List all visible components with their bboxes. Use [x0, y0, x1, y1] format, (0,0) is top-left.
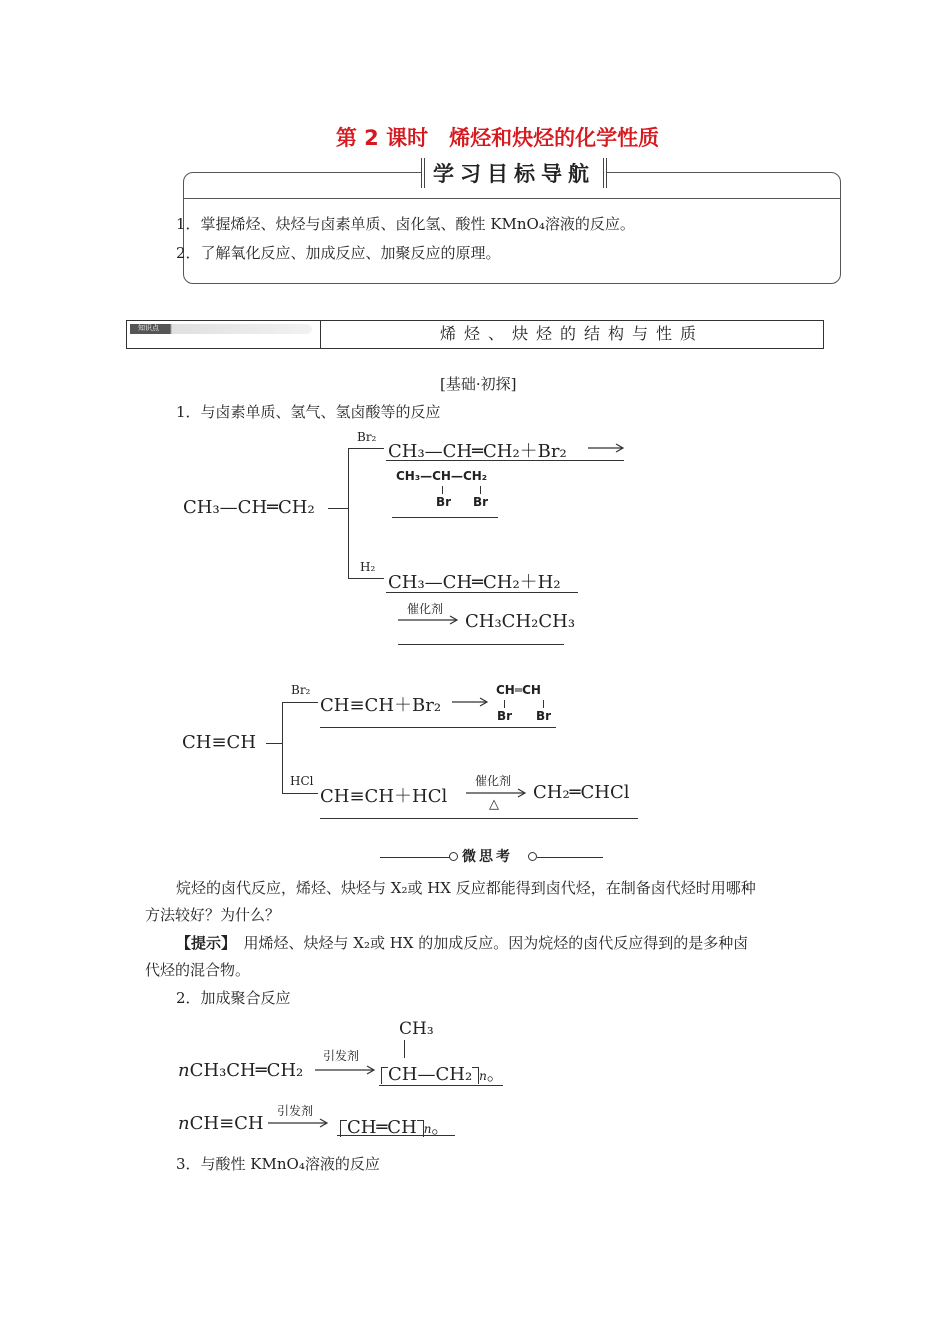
- goals-header: 学习目标导航: [421, 158, 607, 188]
- propene-h2-reagent: H₂: [360, 560, 376, 574]
- poly2-n: n: [178, 1113, 190, 1134]
- poly1-end: 。: [486, 1064, 505, 1085]
- poly1-reactant: [178, 1060, 303, 1081]
- initiator-condition: 引发剂: [277, 1104, 314, 1118]
- bracket-left-icon: [340, 1120, 347, 1137]
- page-title: 第 2 课时 烯烃和炔烃的化学性质: [335, 126, 660, 150]
- point-3-heading: 3．与酸性 KMnO₄溶液的反应: [176, 1155, 380, 1173]
- equation-underline: [379, 1085, 503, 1086]
- propene-h2-equation: CH₃—CH═CH₂＋H₂: [388, 572, 561, 593]
- poly1-product: [381, 1060, 505, 1086]
- propene-br2-equation: CH₃—CH═CH₂＋Br₂: [388, 441, 567, 462]
- ethyne-br2-reagent: Br₂: [291, 683, 311, 697]
- reaction-arrow-icon: [586, 442, 626, 454]
- poly1-repeat-unit: CH—CH₂: [388, 1064, 473, 1085]
- bond-line: [543, 700, 544, 708]
- methyl-branch: CH₃: [399, 1019, 434, 1039]
- ethyne-hcl-reagent: HCl: [290, 774, 314, 788]
- catalyst-condition: 催化剂: [407, 602, 444, 616]
- equation-underline: [398, 644, 564, 645]
- poly2-formula: CH≡CH: [189, 1113, 264, 1134]
- reaction-arrow-icon: [450, 696, 490, 708]
- heat-condition: △: [489, 797, 499, 812]
- reaction-arrow-icon: [266, 1117, 330, 1129]
- think-rule-right: [537, 857, 603, 858]
- equation-underline: [386, 592, 578, 593]
- poly2-repeat-unit: CH═CH: [347, 1117, 417, 1138]
- section-title: 烯烃、炔烃的结构与性质: [439, 324, 704, 343]
- think-question-line-2: 方法较好？为什么？: [145, 906, 281, 924]
- poly2-reactant: [178, 1113, 264, 1134]
- equation-underline: [320, 818, 638, 819]
- propene-branch-bottom: [348, 578, 384, 579]
- point-1-heading: 1．与卤素单质、氢气、氢卤酸等的反应: [176, 403, 441, 421]
- poly1-n: n: [178, 1060, 190, 1081]
- propane-product: CH₃CH₂CH₃: [465, 611, 576, 632]
- bond-line: [504, 700, 505, 708]
- product-substituent: Br: [436, 495, 452, 509]
- point-2-heading: 2．加成聚合反应: [176, 989, 291, 1007]
- poly1-formula: CH₃CH═CH₂: [189, 1060, 304, 1081]
- poly2-end: 。: [431, 1117, 450, 1138]
- think-rule-left: [380, 857, 452, 858]
- equation-underline: [337, 1135, 455, 1136]
- equation-underline: [386, 460, 624, 461]
- hint-line-2: 代烃的混合物。: [145, 961, 251, 979]
- initiator-condition: 引发剂: [323, 1049, 360, 1063]
- think-dot-right: [528, 852, 537, 861]
- reaction-arrow-icon: [313, 1064, 377, 1076]
- goals-divider: [183, 198, 841, 199]
- ethyne-hcl-equation: CH≡CH＋HCl: [320, 786, 448, 807]
- hint-line-1: [176, 932, 748, 953]
- subheading: [基础·初探]: [440, 375, 517, 393]
- reaction-arrow-icon: [396, 614, 460, 626]
- bond-line: [480, 486, 481, 494]
- think-header: 微思考: [462, 849, 513, 865]
- catalyst-condition: 催化剂: [475, 774, 512, 788]
- equation-underline: [392, 517, 498, 518]
- vinyl-chloride-product: CH₂═CHCl: [533, 782, 630, 803]
- bond-line: [442, 486, 443, 494]
- product-substituent: Br: [473, 495, 489, 509]
- think-question-line-1: 烷烃的卤代反应，烯烃、炔烃与 X₂或 HX 反应都能得到卤代烃，在制备卤代烃时用哪种: [176, 879, 756, 897]
- propene-branch-top: [348, 448, 384, 449]
- ethyne-br2-product: CH═CH: [496, 683, 541, 697]
- propene-branch-trunk: [348, 448, 349, 578]
- hint-text: 用烯烃、炔烃与 X₂或 HX 的加成反应。因为烷烃的卤代反应得到的是多种卤: [228, 934, 749, 952]
- product-substituent: Br: [497, 709, 513, 723]
- bracket-left-icon: [381, 1067, 388, 1084]
- ethyne-branch-stub: [266, 743, 282, 744]
- equation-underline: [320, 727, 556, 728]
- ethyne-branch-top: [282, 702, 318, 703]
- propene-formula: CH₃—CH═CH₂: [183, 497, 315, 518]
- hint-label: 【提示】: [176, 934, 229, 952]
- ethyne-br2-equation: CH≡CH＋Br₂: [320, 695, 442, 716]
- think-dot-left: [449, 852, 458, 861]
- propene-br2-product: CH₃—CH—CH₂: [396, 469, 488, 483]
- propene-br2-reagent: Br₂: [357, 430, 377, 444]
- product-substituent: Br: [536, 709, 552, 723]
- poly1-subscript: n: [479, 1069, 487, 1083]
- ethyne-branch-trunk: [282, 702, 283, 793]
- ethyne-formula: CH≡CH: [182, 732, 257, 753]
- section-badge-label: 知识点: [138, 324, 159, 332]
- goal-item-1: 1．掌握烯烃、炔烃与卤素单质、卤化氢、酸性 KMnO₄溶液的反应。: [176, 215, 635, 233]
- goal-item-2: 2．了解氧化反应、加成反应、加聚反应的原理。: [176, 244, 501, 262]
- poly2-subscript: n: [423, 1122, 432, 1136]
- ethyne-branch-bottom: [282, 793, 318, 794]
- bracket-right-icon: [417, 1120, 424, 1137]
- bond-line: [404, 1040, 405, 1058]
- propene-branch-stub: [328, 508, 348, 509]
